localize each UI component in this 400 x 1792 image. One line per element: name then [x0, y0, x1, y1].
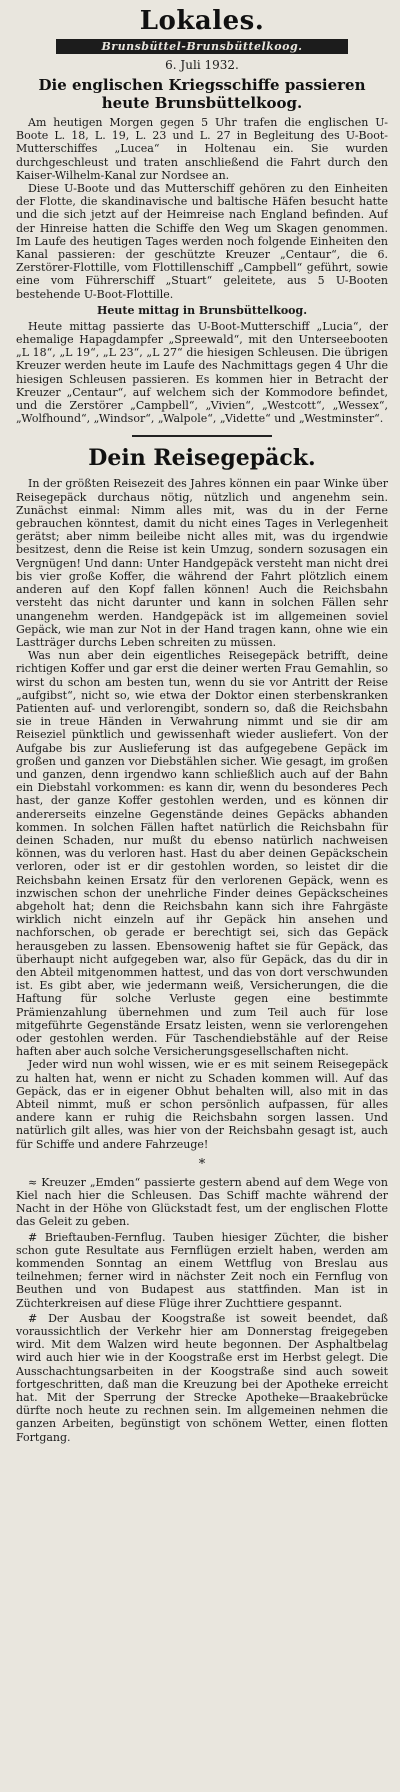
- section-title-lokales: Lokales.: [139, 6, 265, 36]
- news-item: # Der Ausbau der Koogstraße ist soweit beendet, daß voraussichtlich der Verkehr hier am Donnerstag freigegeben wird. Mit dem Walzen wird heute begonnen. Der Asphaltbelag wird auch hier wie in der Koogstraße erst im Herbst gelegt. Die Ausschachtungsarbeiten in der Koogstraße sind auch soweit fortgeschritten, daß man die Kreuzung bei der Apotheke erreicht hat. Mit der Sperrung der Strecke Apotheke—Braakebrücke dürfte noch heute zu rechnen sein. Im allgemeinen nehmen die ganzen Arbeiten, begünstigt von schönem Wetter, einen flotten Fortgang.: [16, 1311, 388, 1444]
- news-briefs: [16, 1176, 388, 1444]
- article2-title: Dein Reisegepäck.: [88, 445, 316, 472]
- article1-headline-line2: heute Brunsbüttelkoog.: [101, 94, 303, 112]
- section-divider: [132, 435, 272, 437]
- newspaper-page: [16, 6, 388, 1776]
- issue-date: 6. Juli 1932.: [165, 58, 239, 72]
- article2-paragraph: Jeder wird nun wohl wissen, wie er es mit seinem Reisegepäck zu halten hat, wenn er nicht zu Schaden kommen will. Auf das Gepäck, das er in eigener Obhut behalten will, also mit in das Abteil nimmt, muß er schon persönlich aufpassen, für alles andere kann er ruhig die Reichsbahn sorgen lassen. Und natürlich gilt alles, was hier von der Reichsbahn gesagt ist, auch für Schiffe und andere Fahrzeuge!: [16, 1058, 388, 1151]
- separator-star: *: [198, 1156, 206, 1172]
- article1-headline: [16, 76, 388, 112]
- article1-paragraph-after: Heute mittag passierte das U-Boot-Mutterschiff „Lucia“, der ehemalige Hapagdampfer „Spreewald“, mit den Unterseebooten „L 18“, „L 19“, „L 23“, „L 27“ die hiesigen Schleusen. Die übrigen Kreuzer werden heute im Laufe des Nachmittags gegen 4 Uhr die hiesigen Schleusen passieren. Es kommen hier in Betracht der Kreuzer „Centaur“, auf welchem sich der Kommodore befindet, und die Zerstörer „Campbell“, „Vivien“, „Westcott“, „Wessex“, „Wolfhound“, „Windsor“, „Walpole“, „Vidette“ und „Westminster“.: [16, 319, 388, 426]
- article1-subhead: Heute mittag in Brunsbüttelkoog.: [96, 303, 308, 317]
- article1-headline-line1: Die englischen Kriegsschiffe passieren: [38, 76, 366, 94]
- article2-paragraph: In der größten Reisezeit des Jahres können ein paar Winke über Reisegepäck durchaus nötig, nützlich und angenehm sein. Zunächst einmal: Nimm alles mit, was du in der Ferne gebrauchen könntest, damit du nicht eines Tages in Verlegenheit gerätst; aber nimm beileibe nicht alles mit, was du irgendwie besitzest, denn die Reise ist kein Umzug, sondern sozusagen ein Vergnügen! Und dann: Unter Handgepäck versteht man nicht drei bis vier große Koffer, die während der Fahrt plötzlich einem anderen auf den Kopf fallen können! Auch die Reichsbahn versteht das nicht darunter und kann in solchen Fällen sehr unangenehm werden. Handgepäck ist im allgemeinen soviel Gepäck, wie man zur Not in der Hand tragen kann, ohne wie ein Lastträger durchs Leben schreiten zu müssen.: [16, 477, 388, 649]
- news-item: ≈ Kreuzer „Emden“ passierte gestern abend auf dem Wege von Kiel nach hier die Schleusen. Das Schiff machte während der Nacht in der Höhe von Glückstadt fest, um der englischen Flotte das Geleit zu geben.: [16, 1175, 388, 1229]
- masthead: [16, 6, 388, 72]
- news-item: # Brieftauben-Fernflug. Tauben hiesiger Züchter, die bisher schon gute Resultate aus Fernflügen erzielt haben, werden am kommenden Sonntag an einem Wettflug von Breslau aus teilnehmen; ferner wird in nächster Zeit noch ein Fernflug von Beuthen und von Budapest aus stattfinden. Man ist in Züchterkreisen auf diese Flüge ihrer Zuchttiere gespannt.: [16, 1230, 388, 1310]
- article1-paragraph: Diese U-Boote und das Mutterschiff gehören zu den Einheiten der Flotte, die skandinavische und baltische Häfen besucht hatte und die sich jetzt auf der Heimreise nach England befinden. Auf der Hinreise hatten die Schiffe den Weg um Skagen genommen. Im Laufe des heutigen Tages werden noch folgende Einheiten den Kanal passieren: der geschützte Kreuzer „Centaur“, die 6. Zerstörer-Flottille, vom Flottillenschiff „Campbell“ geführt, sowie eine vom Führerschiff „Stuart“ geleitete, aus 5 U-Booten bestehende U-Boot-Flottille.: [16, 182, 388, 301]
- article2-paragraph: Was nun aber dein eigentliches Reisegepäck betrifft, deine richtigen Koffer und gar erst die deiner werten Frau Gemahlin, so wirst du schon am besten tun, wenn du sie vor Antritt der Reise „aufgibst“, nicht so, wie etwa der Doktor einen sterbenskranken Patienten auf- und verlorengibt, sondern so, daß die Reichsbahn sie in treue Händen in Verwahrung nimmt und sie dir am Reiseziel pünktlich und gewissenhaft wieder ausliefert. Von der Aufgabe bis zur Auslieferung ist das aufgegebene Gepäck im großen und ganzen vor Diebstählen sicher. Wie gesagt, im großen und ganzen, denn irgendwo kann schließlich auch auf der Bahn ein Diebstahl vorkommen: es kann dir, wenn du besonderes Pech hast, der ganze Koffer gestohlen werden, und es können dir andererseits einzelne Gegenstände deines Gepäcks abhanden kommen. In solchen Fällen haftet natürlich die Reichsbahn für deinen Schaden, nur mußt du ebenso natürlich nachweisen können, was du verloren hast. Hast du aber deinen Gepäckschein verloren, oder ist er dir gestohlen worden, so leistet dir die Reichsbahn keinen Ersatz für den verlorenen Gepäck, wenn es inzwischen schon der unehrliche Finder deines Gepäckscheines abgeholt hat; denn die Reichsbahn kann sich ihre Fahrgäste wirklich nicht einzeln auf ihr Gepäck hin ansehen und nachforschen, ob gerade er berechtigt sei, sich das Gepäck herausgeben zu lassen. Ebensowenig haftet sie für Gepäck, das überhaupt nicht aufgegeben war, also für Gepäck, das du dir in den Abteil mitgenommen hattest, und das von dort verschwunden ist. Es gibt aber, wie jedermann weiß, Versicherungen, die die Haftung für solche Verluste gegen eine bestimmte Prämienzahlung übernehmen und zum Teil auch für lose mitgeführte Gegenstände Ersatz leisten, wenn sie verlorengehen oder gestohlen werden. Für Taschendiebstähle auf der Reise haften aber auch solche Versicherungsgesellschaften nicht.: [16, 649, 388, 1059]
- article1-paragraph: Am heutigen Morgen gegen 5 Uhr trafen die englischen U-Boote L. 18, L. 19, L. 23 und L. 27 in Begleitung des U-Boot-Mutterschiffes „Lucea“ in Holtenau ein. Sie wurden durchgeschleust und traten anschließend die Fahrt durch den Kaiser-Wilhelm-Kanal zur Nordsee an.: [16, 116, 388, 182]
- masthead-subtitle: Brunsbüttel-Brunsbüttelkoog.: [56, 39, 348, 54]
